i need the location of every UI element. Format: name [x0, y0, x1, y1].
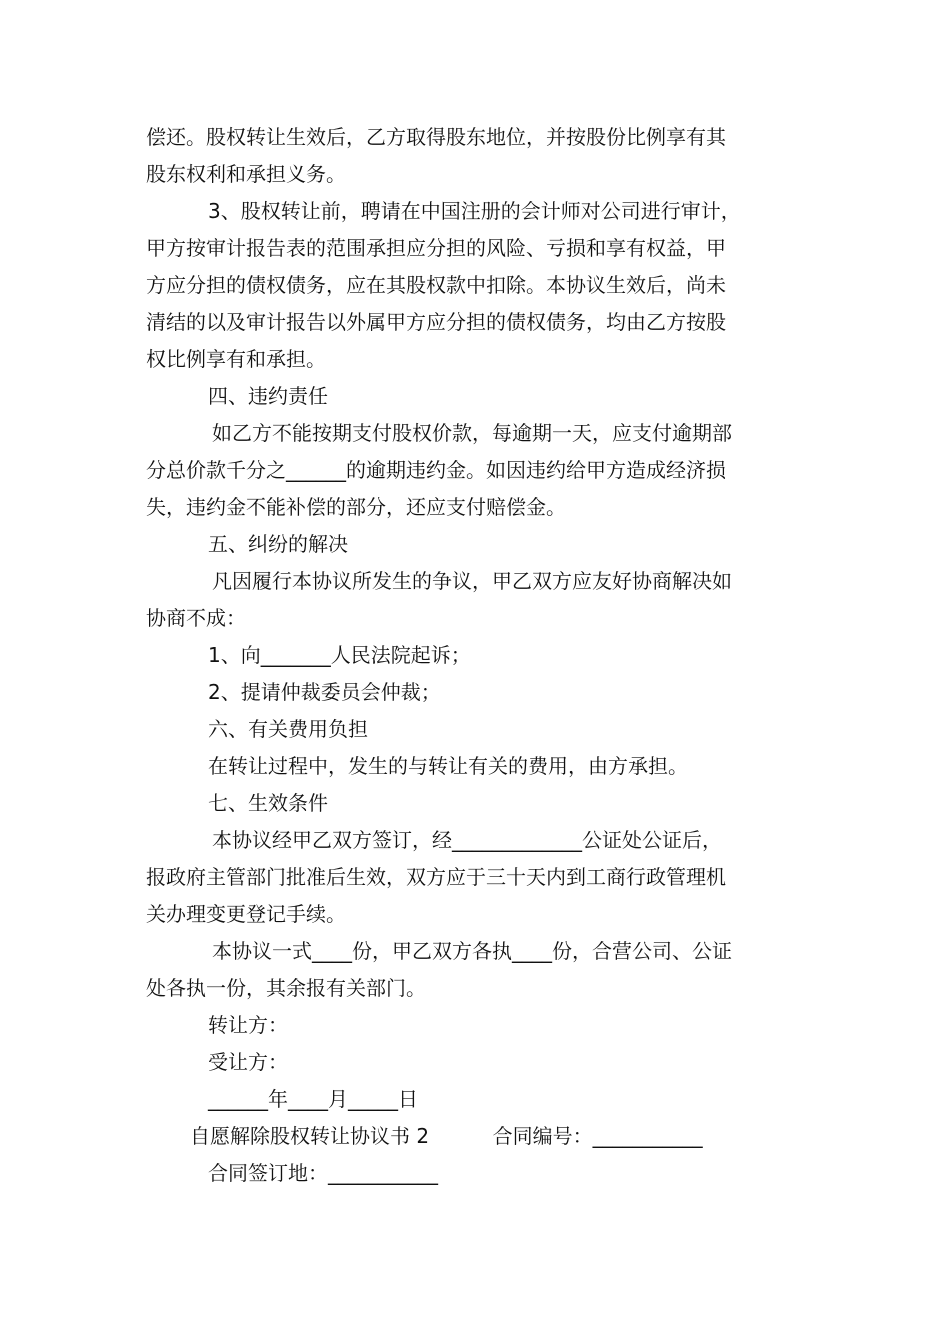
list-item: 2、提请仲裁委员会仲裁；	[208, 680, 441, 704]
text-line: 本协议经甲乙双方签订，经_____________公证处公证后，	[212, 828, 722, 852]
section-heading: 七、生效条件	[208, 791, 328, 815]
text-line: 股东权利和承担义务。	[146, 162, 346, 186]
date-line: ______年____月_____日	[208, 1087, 418, 1111]
text-line: 处各执一份，其余报有关部门。	[146, 976, 426, 1000]
text-line: 3、股权转让前，聘请在中国注册的会计师对公司进行审计，	[208, 199, 741, 223]
text-line: 权比例享有和承担。	[146, 347, 326, 371]
text-line: 甲方按审计报告表的范围承担应分担的风险、亏损和享有权益，甲	[146, 236, 726, 260]
text-line: 分总价款千分之______的逾期违约金。如因违约给甲方造成经济损	[146, 458, 726, 482]
text-line: 报政府主管部门批准后生效，双方应于三十天内到工商行政管理机	[146, 865, 726, 889]
text-line: 协商不成：	[146, 606, 246, 630]
text-line: 凡因履行本协议所发生的争议，甲乙双方应友好协商解决如	[212, 569, 732, 593]
text-line: 失，违约金不能补偿的部分，还应支付赔偿金。	[146, 495, 566, 519]
text-line: 清结的以及审计报告以外属甲方应分担的债权债务，均由乙方按股	[146, 310, 726, 334]
list-item: 1、向_______人民法院起诉；	[208, 643, 471, 667]
text-line: 关办理变更登记手续。	[146, 902, 346, 926]
signing-place-line: 合同签订地：___________	[208, 1161, 438, 1185]
section-heading: 六、有关费用负担	[208, 717, 368, 741]
section-heading: 四、违约责任	[208, 384, 328, 408]
text-line: 如乙方不能按期支付股权价款，每逾期一天，应支付逾期部	[212, 421, 732, 445]
text-line: 偿还。股权转让生效后，乙方取得股东地位，并按股份比例享有其	[146, 125, 726, 149]
signature-line-transferee: 受让方：	[208, 1050, 288, 1074]
signature-line-transferor: 转让方：	[208, 1013, 288, 1037]
section-heading: 五、纠纷的解决	[208, 532, 348, 556]
text-line: 方应分担的债权债务，应在其股权款中扣除。本协议生效后，尚未	[146, 273, 726, 297]
next-document-title: 自愿解除股权转让协议书 2 合同编号：___________	[190, 1124, 703, 1148]
text-line: 本协议一式____份，甲乙双方各执____份，合营公司、公证	[212, 939, 732, 963]
text-line: 在转让过程中，发生的与转让有关的费用，由方承担。	[208, 754, 688, 778]
